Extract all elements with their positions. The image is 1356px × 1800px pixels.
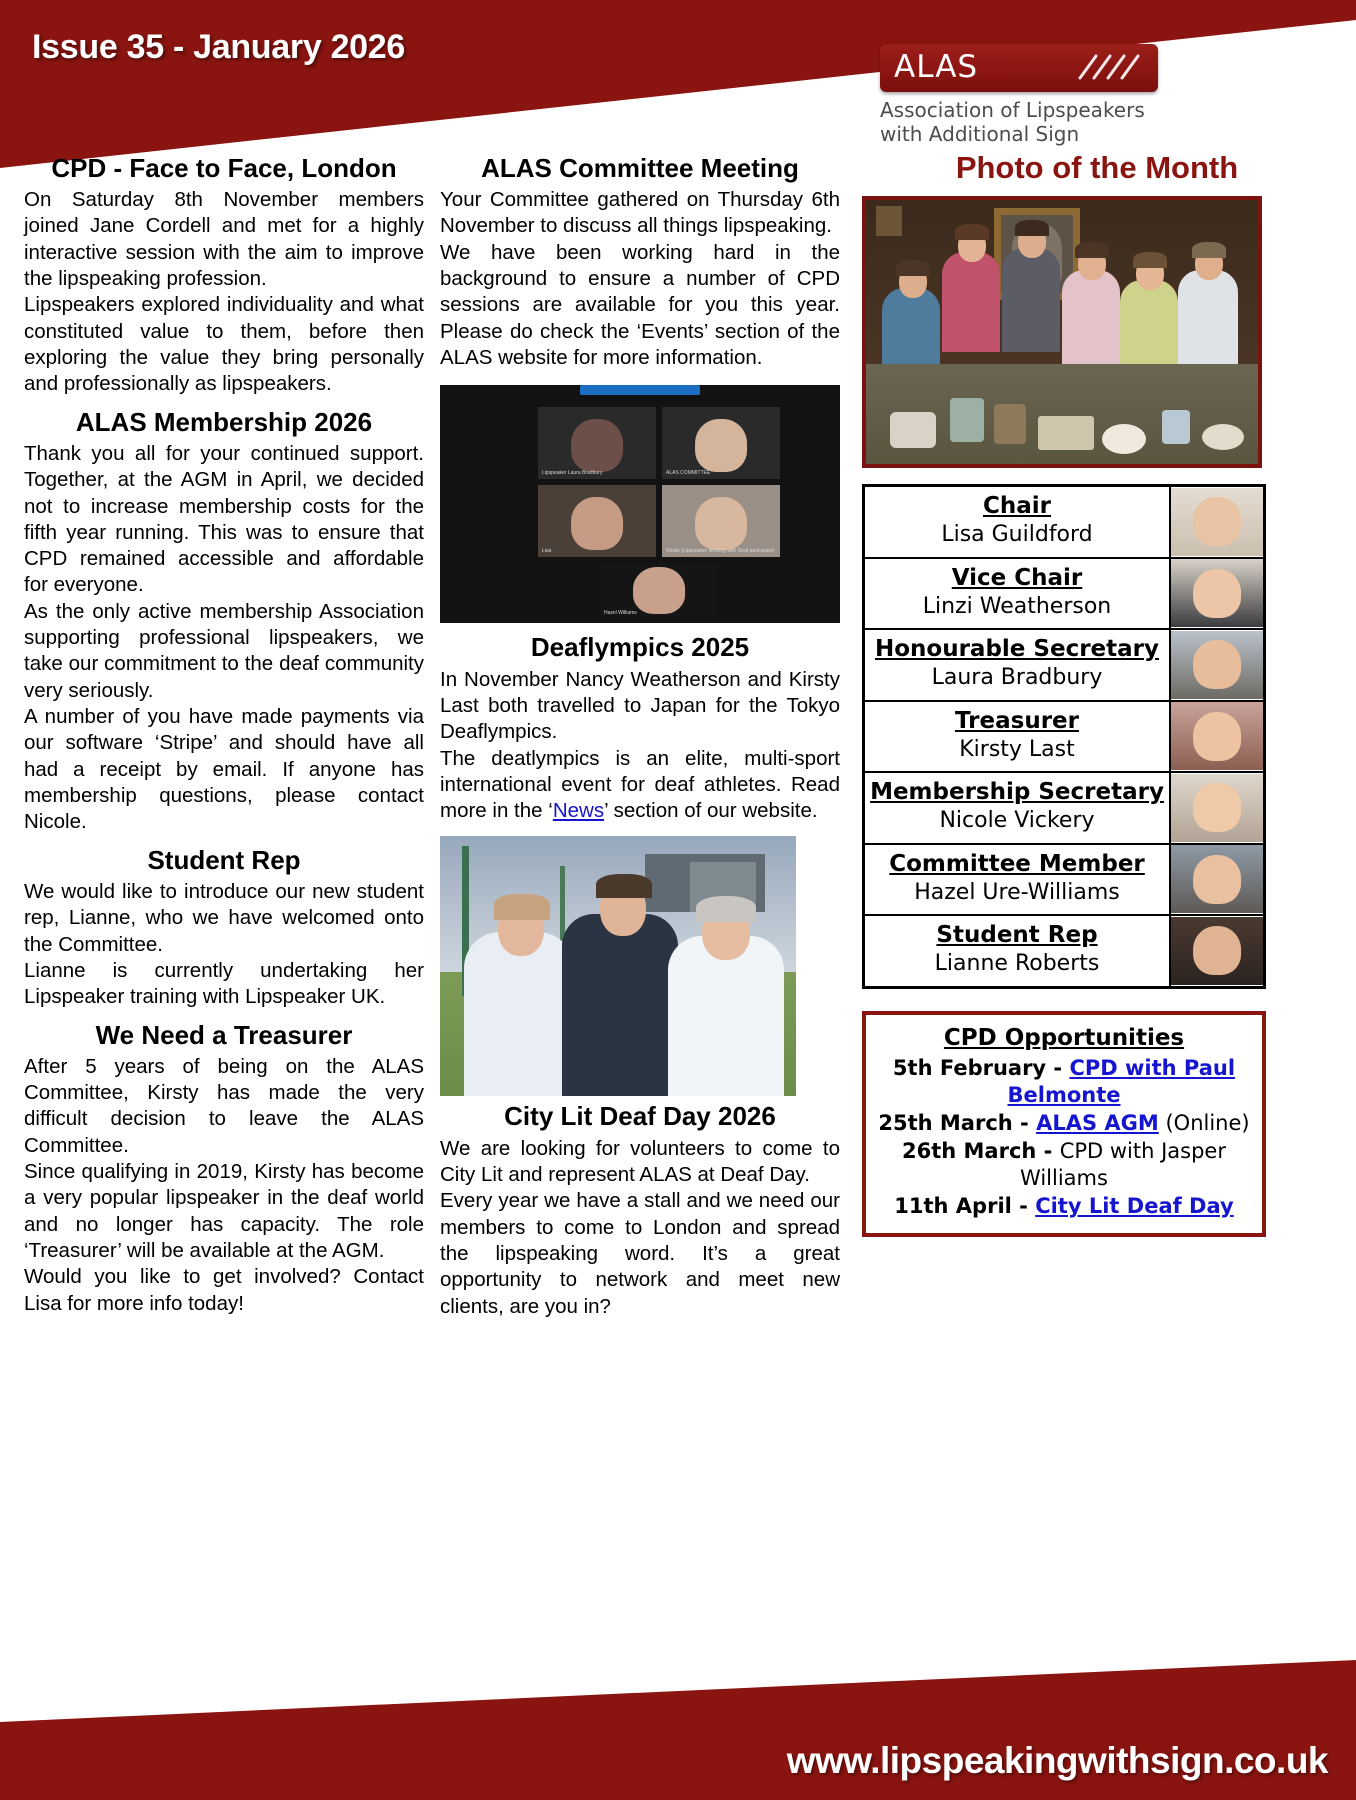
committee-person: Hazel Ure-Williams	[914, 879, 1120, 905]
news-link[interactable]: News	[552, 799, 605, 823]
alas-logo-text: ALAS	[894, 49, 979, 85]
zoom-tile	[662, 407, 780, 479]
cpd-item-link[interactable]: City Lit Deaf Day	[1035, 1194, 1234, 1219]
avatar	[1171, 702, 1263, 770]
issue-title: Issue 35 - January 2026	[32, 28, 406, 66]
cpd-item	[874, 1138, 1254, 1193]
alas-logo-subtitle-line2: with Additional Sign	[880, 122, 1080, 147]
page-header	[0, 0, 1356, 168]
section-we-need-a-treasurer	[24, 1021, 424, 1317]
committee-cell	[864, 772, 1171, 844]
alas-logo-badge	[880, 44, 1158, 92]
section-cpd-face-to-face	[24, 154, 424, 398]
section-paragraph: Your Committee gathered on Thursday 6th November to discuss all things lipspeaking.	[440, 188, 840, 238]
zoom-tile-name: Nicole (Lipspeaker working with Deaf participant)	[666, 548, 775, 555]
committee-photo-cell	[1170, 772, 1265, 844]
committee-role: Membership Secretary	[870, 779, 1164, 806]
zoom-tile	[538, 485, 656, 557]
cpd-item-label: CPD with Jasper Williams	[1020, 1138, 1226, 1191]
section-paragraph: Would you like to get involved? Contact Lisa for more info today!	[24, 1265, 424, 1315]
table-row	[864, 915, 1265, 987]
committee-person: Linzi Weatherson	[922, 593, 1112, 619]
cpd-box-title: CPD Opportunities	[943, 1024, 1185, 1051]
section-student-rep	[24, 846, 424, 1011]
section-paragraph: We would like to introduce our new student rep, Lianne, who we have welcomed onto the Committee.	[24, 879, 424, 956]
page-footer	[0, 1660, 1356, 1800]
committee-role: Treasurer	[955, 707, 1079, 734]
cpd-item	[874, 1055, 1254, 1110]
committee-person: Laura Bradbury	[931, 665, 1103, 691]
cpd-item-date: 26th March -	[902, 1138, 1060, 1163]
section-paragraph-with-link	[440, 746, 840, 825]
committee-group-dinner-photo	[862, 196, 1262, 468]
committee-cell	[864, 486, 1171, 558]
section-paragraph: After 5 years of being on the ALAS Committee, Kirsty has made the very difficult decision to leave the ALAS Committee.	[24, 1054, 424, 1157]
section-paragraph: Lipspeakers explored individuality and what constituted value to them, before then exploring the value they bring personally and professionally as lipspeakers.	[24, 293, 424, 396]
alas-logo	[880, 44, 1180, 147]
avatar	[1171, 488, 1263, 556]
zoom-toolbar-pill	[580, 385, 700, 395]
zoom-tile	[662, 485, 780, 557]
committee-cell	[864, 701, 1171, 773]
section-paragraph: As the only active membership Association supporting professional lipspeakers, we take our commitment to the deaf community very seriously.	[24, 599, 424, 702]
logo-slashes-icon	[1070, 48, 1150, 92]
section-paragraph: On Saturday 8th November members joined Jane Cordell and met for a highly interactive session with the aim to improve the lipspeaking profession.	[24, 188, 424, 291]
section-paragraph: A number of you have made payments via our software ‘Stripe’ and should have all had a receipt by email. If anyone has membership questions, please contact Nicole.	[24, 705, 424, 834]
committee-photo-cell	[1170, 915, 1265, 987]
committee-cell	[864, 629, 1171, 701]
committee-role: Student Rep	[936, 922, 1098, 949]
section-heading: Deaflympics 2025	[530, 632, 750, 663]
section-city-lit-deaf-day	[440, 1102, 840, 1319]
section-heading: Student Rep	[147, 844, 301, 875]
section-alas-membership	[24, 408, 424, 836]
section-heading: CPD - Face to Face, London	[51, 153, 397, 183]
table-row	[864, 772, 1265, 844]
cpd-item-link[interactable]: CPD with Paul Belmonte	[1007, 1055, 1236, 1108]
table-row	[864, 486, 1265, 558]
zoom-tile-name: ALAS COMMITTEE	[666, 470, 711, 477]
committee-photo-cell	[1170, 844, 1265, 916]
committee-photo-cell	[1170, 701, 1265, 773]
zoom-tile-name: Hazel Williams	[604, 610, 637, 617]
photo-of-the-month-title: Photo of the Month	[955, 150, 1239, 185]
section-paragraph: In November Nancy Weatherson and Kirsty Last both travelled to Japan for the Tokyo Deaflympics.	[440, 667, 840, 744]
avatar	[1171, 559, 1263, 627]
zoom-tile-name: Lisa	[542, 548, 552, 555]
cpd-item-date: 11th April -	[894, 1194, 1036, 1219]
section-paragraph: We are looking for volunteers to come to City Lit and represent ALAS at Deaf Day.	[440, 1136, 840, 1186]
committee-photo-cell	[1170, 558, 1265, 630]
right-column	[862, 150, 1332, 1237]
committee-role: Committee Member	[889, 850, 1145, 877]
cpd-item	[874, 1110, 1254, 1138]
committee-role: Honourable Secretary	[874, 636, 1159, 663]
committee-cell	[864, 844, 1171, 916]
paragraph-text-part2: ’ section of our website.	[604, 799, 818, 823]
table-row	[864, 844, 1265, 916]
section-paragraph: We have been working hard in the background to ensure a number of CPD sessions are available for you this year. Please do check the ‘Events’ section of the ALAS website for more information.	[440, 240, 840, 370]
section-paragraph: Lianne is currently undertaking her Lipspeaker training with Lipspeaker UK.	[24, 958, 424, 1009]
paragraph-text-part1: The deatlympics is an elite, multi-sport international event for deaf athletes. Read more in the ‘	[440, 746, 840, 823]
zoom-tile	[538, 407, 656, 479]
committee-role: Vice Chair	[951, 564, 1083, 591]
committee-photo-cell	[1170, 629, 1265, 701]
committee-person: Nicole Vickery	[939, 808, 1095, 834]
website-url[interactable]: www.lipspeakingwithsign.co.uk	[786, 1740, 1328, 1781]
zoom-tile	[600, 563, 718, 619]
section-paragraph: Thank you all for your continued support. Together, at the AGM in April, we decided not to increase membership costs for the fifth year running. This was to ensure that CPD remained accessible and affordable for everyone.	[24, 441, 424, 597]
cpd-opportunities-box	[862, 1011, 1266, 1237]
alas-logo-subtitle-line1: Association of Lipspeakers	[880, 98, 1145, 122]
zoom-meeting-screenshot	[440, 385, 840, 623]
middle-column	[440, 150, 840, 1330]
cpd-item-date: 25th March -	[878, 1111, 1037, 1136]
cpd-item-date: 5th February -	[892, 1055, 1070, 1080]
deaflympics-group-photo	[440, 836, 796, 1096]
committee-table	[862, 484, 1266, 989]
section-heading: ALAS Committee Meeting	[481, 153, 799, 183]
avatar	[1171, 774, 1263, 842]
committee-person: Kirsty Last	[959, 736, 1075, 762]
newsletter-body	[0, 150, 1356, 1710]
committee-role: Chair	[982, 493, 1051, 519]
avatar	[1171, 845, 1263, 913]
cpd-item	[874, 1193, 1254, 1221]
avatar	[1171, 631, 1263, 699]
committee-cell	[864, 915, 1171, 987]
table-row	[864, 629, 1265, 701]
cpd-item-suffix: (Online)	[1158, 1111, 1250, 1136]
left-column	[24, 150, 424, 1327]
committee-person: Lianne Roberts	[934, 951, 1100, 977]
section-paragraph: Every year we have a stall and we need our members to come to London and spread the lipspeaking word. It’s a great opportunity to network and meet new clients, are you in?	[440, 1189, 840, 1318]
committee-person: Lisa Guildford	[941, 522, 1093, 548]
cpd-item-link[interactable]: ALAS AGM	[1036, 1111, 1159, 1136]
alas-logo-subtitle	[880, 98, 1180, 147]
section-heading: We Need a Treasurer	[95, 1019, 353, 1050]
section-paragraph: Since qualifying in 2019, Kirsty has become a very popular lipspeaker in the deaf world and no longer has capacity. The role ‘Treasurer’ will be available at the AGM.	[24, 1159, 424, 1262]
section-heading: ALAS Membership 2026	[75, 406, 373, 437]
zoom-tile-name: Lipspeaker Laura Bradbury	[542, 470, 603, 477]
section-heading: City Lit Deaf Day 2026	[504, 1101, 776, 1132]
committee-photo-cell	[1170, 486, 1265, 558]
section-committee-meeting	[440, 154, 840, 371]
table-row	[864, 558, 1265, 630]
committee-cell	[864, 558, 1171, 630]
avatar	[1171, 917, 1263, 985]
section-deaflympics	[440, 633, 840, 824]
table-row	[864, 701, 1265, 773]
